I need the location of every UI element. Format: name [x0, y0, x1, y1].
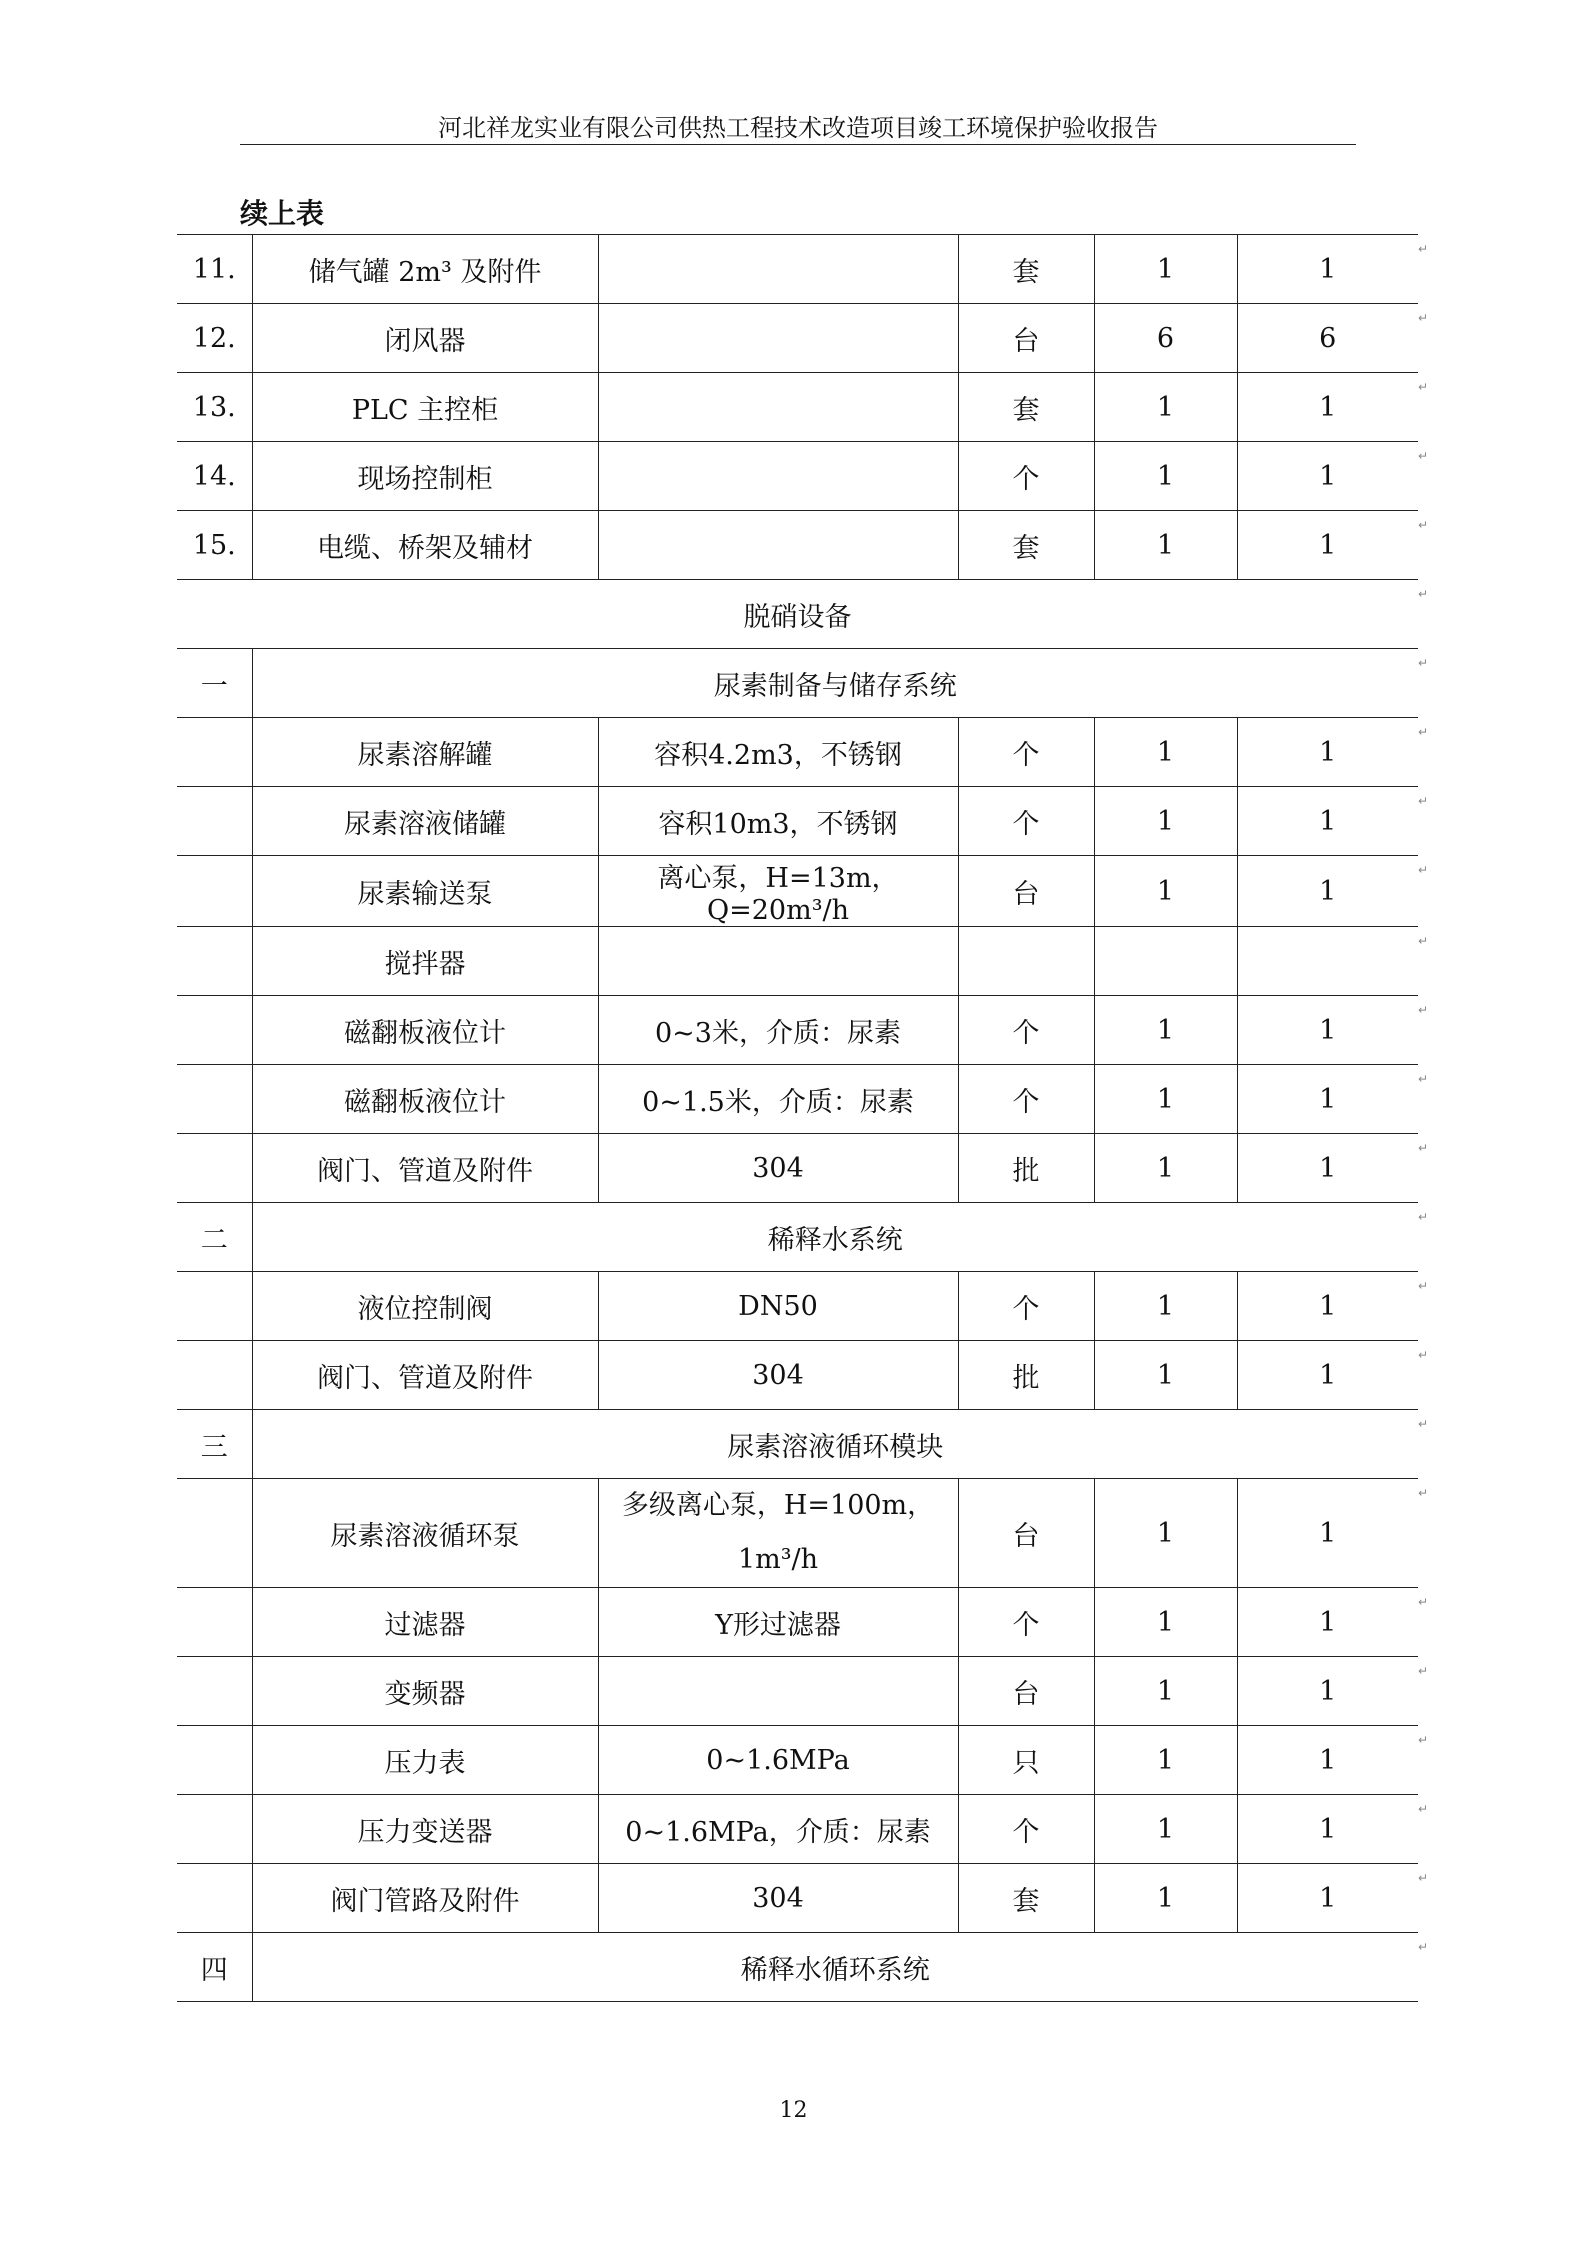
item-number: 15. [177, 511, 252, 580]
item-unit: 批 [958, 1134, 1094, 1203]
item-qty-actual: 1 [1237, 718, 1418, 787]
item-name: 闭风器 [252, 304, 598, 373]
item-name: 过滤器 [252, 1588, 598, 1657]
paragraph-mark-icon: ↵ [1418, 862, 1429, 877]
item-number [177, 1588, 252, 1657]
section-row [177, 580, 1418, 649]
item-number [177, 927, 252, 996]
table-row [177, 718, 1418, 787]
item-qty-actual: 1 [1237, 1479, 1418, 1588]
item-unit: 个 [958, 1272, 1094, 1341]
table-row [177, 1479, 1418, 1588]
item-qty-planned: 1 [1094, 373, 1237, 442]
item-name: 变频器 [252, 1657, 598, 1726]
item-unit: 个 [958, 1588, 1094, 1657]
paragraph-mark-icon: ↵ [1418, 517, 1429, 532]
item-unit: 台 [958, 1479, 1094, 1588]
item-name: 磁翻板液位计 [252, 996, 598, 1065]
page-header: 河北祥龙实业有限公司供热工程技术改造项目竣工环境保护验收报告 [240, 112, 1356, 145]
item-qty-planned: 1 [1094, 787, 1237, 856]
item-qty-actual: 1 [1237, 1065, 1418, 1134]
item-qty-actual: 1 [1237, 856, 1418, 927]
item-qty-planned: 1 [1094, 1065, 1237, 1134]
item-qty-planned: 1 [1094, 1657, 1237, 1726]
item-unit: 套 [958, 235, 1094, 304]
item-number [177, 1134, 252, 1203]
table-row [177, 1864, 1418, 1933]
item-number: 13. [177, 373, 252, 442]
group-number: 一 [177, 649, 252, 718]
item-name: 尿素溶解罐 [252, 718, 598, 787]
item-unit: 个 [958, 442, 1094, 511]
item-spec [598, 304, 958, 373]
item-spec: 0~1.5米，介质：尿素 [598, 1065, 958, 1134]
item-name: PLC 主控柜 [252, 373, 598, 442]
item-number [177, 718, 252, 787]
item-spec [598, 511, 958, 580]
item-qty-actual: 1 [1237, 373, 1418, 442]
item-qty-actual: 1 [1237, 1341, 1418, 1410]
table-row [177, 304, 1418, 373]
item-qty-planned: 1 [1094, 1272, 1237, 1341]
paragraph-mark-icon: ↵ [1418, 1939, 1429, 1954]
paragraph-mark-icon: ↵ [1418, 1347, 1429, 1362]
item-spec: 0~1.6MPa [598, 1726, 958, 1795]
item-spec: 离心泵，H=13m，Q=20m³/h [598, 856, 958, 927]
item-number [177, 1065, 252, 1134]
item-qty-planned: 1 [1094, 442, 1237, 511]
item-number [177, 1341, 252, 1410]
item-number [177, 1272, 252, 1341]
paragraph-mark-icon: ↵ [1418, 1278, 1429, 1293]
table-row [177, 1272, 1418, 1341]
paragraph-mark-icon: ↵ [1418, 1732, 1429, 1747]
item-qty-planned [1094, 927, 1237, 996]
item-name: 压力表 [252, 1726, 598, 1795]
table-row [177, 1726, 1418, 1795]
item-name: 压力变送器 [252, 1795, 598, 1864]
item-spec: DN50 [598, 1272, 958, 1341]
item-qty-planned: 1 [1094, 511, 1237, 580]
item-qty-planned: 1 [1094, 1588, 1237, 1657]
paragraph-mark-icon: ↵ [1418, 586, 1429, 601]
item-number: 12. [177, 304, 252, 373]
paragraph-mark-icon: ↵ [1418, 1485, 1429, 1500]
item-qty-planned: 1 [1094, 235, 1237, 304]
item-spec: 0~1.6MPa，介质：尿素 [598, 1795, 958, 1864]
item-qty-actual: 1 [1237, 442, 1418, 511]
item-unit: 个 [958, 718, 1094, 787]
item-qty-planned: 1 [1094, 856, 1237, 927]
table-row [177, 787, 1418, 856]
group-row [177, 1203, 1418, 1272]
item-name: 阀门、管道及附件 [252, 1134, 598, 1203]
item-qty-actual: 1 [1237, 1795, 1418, 1864]
item-unit: 套 [958, 511, 1094, 580]
item-name: 尿素溶液储罐 [252, 787, 598, 856]
page-number: 12 [779, 2098, 808, 2123]
item-number [177, 856, 252, 927]
group-title: 尿素制备与储存系统 [252, 649, 1418, 718]
item-spec: 容积10m3，不锈钢 [598, 787, 958, 856]
paragraph-mark-icon: ↵ [1418, 1870, 1429, 1885]
item-number [177, 1479, 252, 1588]
item-name: 磁翻板液位计 [252, 1065, 598, 1134]
item-number [177, 1726, 252, 1795]
item-unit: 只 [958, 1726, 1094, 1795]
item-spec-line: 1m³/h [737, 1544, 819, 1575]
item-number: 11. [177, 235, 252, 304]
item-qty-planned: 1 [1094, 1134, 1237, 1203]
item-qty-planned: 1 [1094, 996, 1237, 1065]
paragraph-mark-icon: ↵ [1418, 1002, 1429, 1017]
item-unit: 套 [958, 373, 1094, 442]
paragraph-mark-icon: ↵ [1418, 310, 1429, 325]
item-qty-planned: 6 [1094, 304, 1237, 373]
item-spec: Y形过滤器 [598, 1588, 958, 1657]
item-qty-planned: 1 [1094, 1864, 1237, 1933]
item-spec [598, 1479, 958, 1588]
group-title: 稀释水系统 [252, 1203, 1418, 1272]
item-spec [598, 235, 958, 304]
paragraph-mark-icon: ↵ [1418, 448, 1429, 463]
group-number: 四 [177, 1933, 252, 2002]
item-qty-planned: 1 [1094, 1795, 1237, 1864]
paragraph-mark-icon: ↵ [1418, 241, 1429, 256]
paragraph-mark-icon: ↵ [1418, 1071, 1429, 1086]
group-row [177, 1933, 1418, 2002]
item-spec [598, 1657, 958, 1726]
item-name: 尿素溶液循环泵 [252, 1479, 598, 1588]
item-name: 尿素输送泵 [252, 856, 598, 927]
table-row [177, 442, 1418, 511]
item-qty-planned: 1 [1094, 718, 1237, 787]
item-unit: 台 [958, 856, 1094, 927]
item-qty-actual: 1 [1237, 1134, 1418, 1203]
paragraph-mark-icon: ↵ [1418, 1801, 1429, 1816]
paragraph-mark-icon: ↵ [1418, 793, 1429, 808]
table-row [177, 856, 1418, 927]
item-unit: 个 [958, 1065, 1094, 1134]
item-qty-actual: 1 [1237, 235, 1418, 304]
item-name: 储气罐 2m³ 及附件 [252, 235, 598, 304]
table-row [177, 373, 1418, 442]
item-unit: 套 [958, 1864, 1094, 1933]
group-number: 三 [177, 1410, 252, 1479]
group-row [177, 1410, 1418, 1479]
item-qty-actual: 1 [1237, 1657, 1418, 1726]
item-qty-actual: 1 [1237, 787, 1418, 856]
item-unit: 个 [958, 787, 1094, 856]
table-row [177, 1588, 1418, 1657]
group-title: 尿素溶液循环模块 [252, 1410, 1418, 1479]
item-number [177, 996, 252, 1065]
paragraph-mark-icon: ↵ [1418, 379, 1429, 394]
table-row [177, 511, 1418, 580]
item-name: 搅拌器 [252, 927, 598, 996]
table-row [177, 1657, 1418, 1726]
item-qty-actual: 1 [1237, 1864, 1418, 1933]
item-spec [598, 373, 958, 442]
paragraph-mark-icon: ↵ [1418, 1416, 1429, 1431]
item-qty-actual [1237, 927, 1418, 996]
group-number: 二 [177, 1203, 252, 1272]
item-name: 电缆、桥架及辅材 [252, 511, 598, 580]
item-spec-line: 多级离心泵，H=100m， [621, 1490, 935, 1521]
group-row [177, 649, 1418, 718]
table-row [177, 996, 1418, 1065]
item-number [177, 1657, 252, 1726]
item-number: 14. [177, 442, 252, 511]
table-row [177, 1795, 1418, 1864]
item-name: 阀门管路及附件 [252, 1864, 598, 1933]
item-spec: 304 [598, 1134, 958, 1203]
item-number [177, 1795, 252, 1864]
item-spec: 304 [598, 1864, 958, 1933]
table-row [177, 927, 1418, 996]
equipment-table [177, 234, 1418, 2002]
section-title: 脱硝设备 [177, 580, 1418, 649]
item-unit: 台 [958, 1657, 1094, 1726]
item-unit: 批 [958, 1341, 1094, 1410]
item-qty-planned: 1 [1094, 1479, 1237, 1588]
table-row [177, 1065, 1418, 1134]
equipment-table-body [177, 235, 1418, 2002]
item-name: 阀门、管道及附件 [252, 1341, 598, 1410]
item-qty-actual: 6 [1237, 304, 1418, 373]
item-name: 液位控制阀 [252, 1272, 598, 1341]
item-qty-actual: 1 [1237, 996, 1418, 1065]
item-spec [598, 442, 958, 511]
item-qty-actual: 1 [1237, 1726, 1418, 1795]
table-row [177, 1341, 1418, 1410]
continuation-label: 续上表 [240, 197, 325, 230]
item-qty-actual: 1 [1237, 511, 1418, 580]
item-number [177, 1864, 252, 1933]
paragraph-mark-icon: ↵ [1418, 655, 1429, 670]
paragraph-mark-icon: ↵ [1418, 1663, 1429, 1678]
item-qty-actual: 1 [1237, 1272, 1418, 1341]
item-qty-planned: 1 [1094, 1341, 1237, 1410]
item-spec: 容积4.2m3，不锈钢 [598, 718, 958, 787]
item-unit: 个 [958, 1795, 1094, 1864]
paragraph-mark-icon: ↵ [1418, 1209, 1429, 1224]
item-unit: 台 [958, 304, 1094, 373]
table-row [177, 1134, 1418, 1203]
item-unit: 个 [958, 996, 1094, 1065]
group-title: 稀释水循环系统 [252, 1933, 1418, 2002]
item-spec: 304 [598, 1341, 958, 1410]
item-name: 现场控制柜 [252, 442, 598, 511]
paragraph-mark-icon: ↵ [1418, 933, 1429, 948]
table-row [177, 235, 1418, 304]
item-qty-actual: 1 [1237, 1588, 1418, 1657]
paragraph-mark-icon: ↵ [1418, 724, 1429, 739]
item-number [177, 787, 252, 856]
item-spec [598, 927, 958, 996]
paragraph-mark-icon: ↵ [1418, 1594, 1429, 1609]
item-unit [958, 927, 1094, 996]
paragraph-mark-icon: ↵ [1418, 1140, 1429, 1155]
item-spec: 0~3米，介质：尿素 [598, 996, 958, 1065]
item-qty-planned: 1 [1094, 1726, 1237, 1795]
